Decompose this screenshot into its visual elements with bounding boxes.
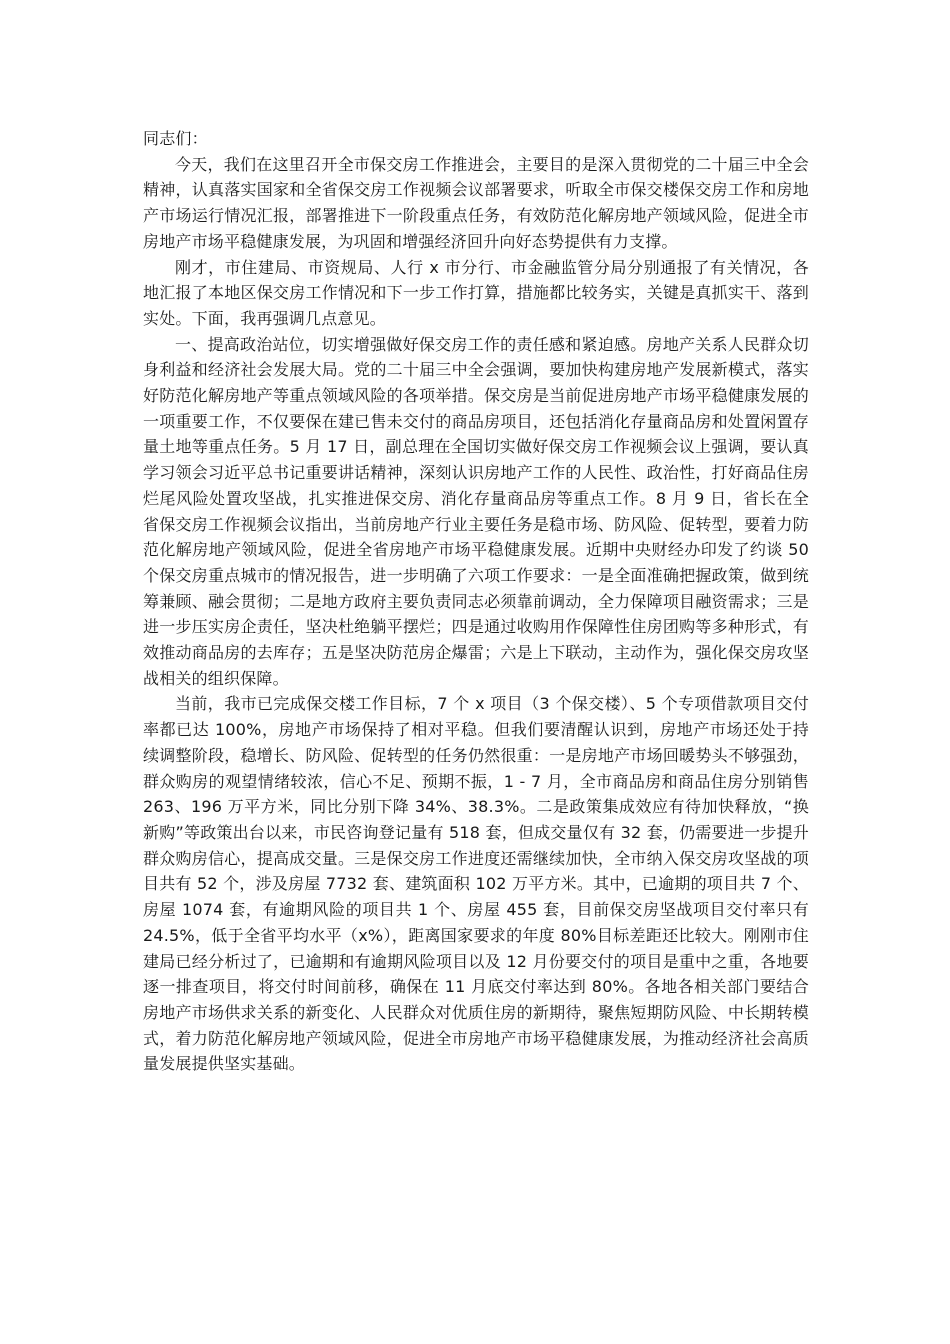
paragraph-section-one: 一、提高政治站位，切实增强做好保交房工作的责任感和紧迫感。房地产关系人民群众切身利益和经济社会发展大局。党的二十届三中全会强调，要加快构建房地产发展新模式，落实好防范化解房地产等重点领域风险的各项举措。保交房是当前促进房地产市场平稳健康发展的一项重要工作，不仅要保在建已售未交付的商品房项目，还包括消化存量商品房和处置闲置存量土地等重点任务。5 月 17 日，副总理在全国切实做好保交房工作视频会议上强调，要认真学习领会习近平总书记重要讲话精神，深刻认识房地产工作的人民性、政治性，打好商品住房烂尾风险处置攻坚战，扎实推进保交房、消化存量商品房等重点工作。8 月 9 日，省长在全省保交房工作视频会议指出，当前房地产行业主要任务是稳市场、防风险、促转型，要着力防范化解房地产领域风险，促进全省房地产市场平稳健康发展。近期中央财经办印发了约谈 50 个保交房重点城市的情况报告，进一步明确了六项工作要求：一是全面准确把握政策，做到统筹兼顾、融会贯彻；二是地方政府主要负责同志必须靠前调动，全力保障项目融资需求；三是进一步压实房企责任，坚决杜绝躺平摆烂；四是通过收购用作保障性住房团购等多种形式，有效推动商品房的去库存；五是坚决防范房企爆雷；六是上下联动，主动作为，强化保交房攻坚战相关的组织保障。	[143, 334, 809, 688]
paragraph-current-situation: 当前，我市已完成保交楼工作目标，7 个 x 项目（3 个保交楼）、5 个专项借款项目交付率都已达 100%，房地产市场保持了相对平稳。但我们要清醒认识到，房地产市场还处于持续调整阶段，稳增长、防风险、促转型的任务仍然很重：一是房地产市场回暖势头不够强劲，群众购房的观望情绪较浓，信心不足、预期不振，1 - 7 月，全市商品房和商品住房分别销售 263、196 万平方米，同比分别下降 34%、38.3%。二是政策集成效应有待加快释放，“换新购”等政策出台以来，市民咨询登记量有 518 套，但成交量仅有 32 套，仍需要进一步提升群众购房信心，提高成交量。三是保交房工作进度还需继续加快，全市纳入保交房攻坚战的项目共有 52 个，涉及房屋 7732 套、建筑面积 102 万平方米。其中，已逾期的项目共 7 个、房屋 1074 套，有逾期风险的项目共 1 个、房屋 455 套，目前保交房坚战项目交付率只有 24.5%，低于全省平均水平（x%），距离国家要求的年度 80%目标差距还比较大。刚刚市住建局已经分析过了，已逾期和有逾期风险项目以及 12 月份要交付的项目是重中之重，各地要逐一排查项目，将交付时间前移，确保在 11 月底交付率达到 80%。各地各相关部门要结合房地产市场供求关系的新变化、人民群众对优质住房的新期待，聚焦短期防风险、中长期转模式，着力防范化解房地产领域风险，促进全市房地产市场平稳健康发展，为推动经济社会高质量发展提供坚实基础。	[143, 694, 809, 1074]
paragraph-reports: 刚才，市住建局、市资规局、人行 x 市分行、市金融监管分局分别通报了有关情况，各地汇报了本地区保交房工作情况和下一步工作打算，措施都比较务实，关键是真抓实干、落到实处。下面，我再强调几点意见。	[143, 257, 809, 328]
paragraph-opening: 今天，我们在这里召开全市保交房工作推进会，主要目的是深入贯彻党的二十届三中全会精神，认真落实国家和全省保交房工作视频会议部署要求，听取全市保交楼保交房工作和房地产市场运行情况汇报，部署推进下一阶段重点任务，有效防范化解房地产领域风险，促进全市房地产市场平稳健康发展，为巩固和增强经济回升向好态势提供有力支撑。	[143, 154, 809, 251]
speech-body	[143, 126, 809, 1077]
salutation: 同志们：	[143, 129, 208, 148]
